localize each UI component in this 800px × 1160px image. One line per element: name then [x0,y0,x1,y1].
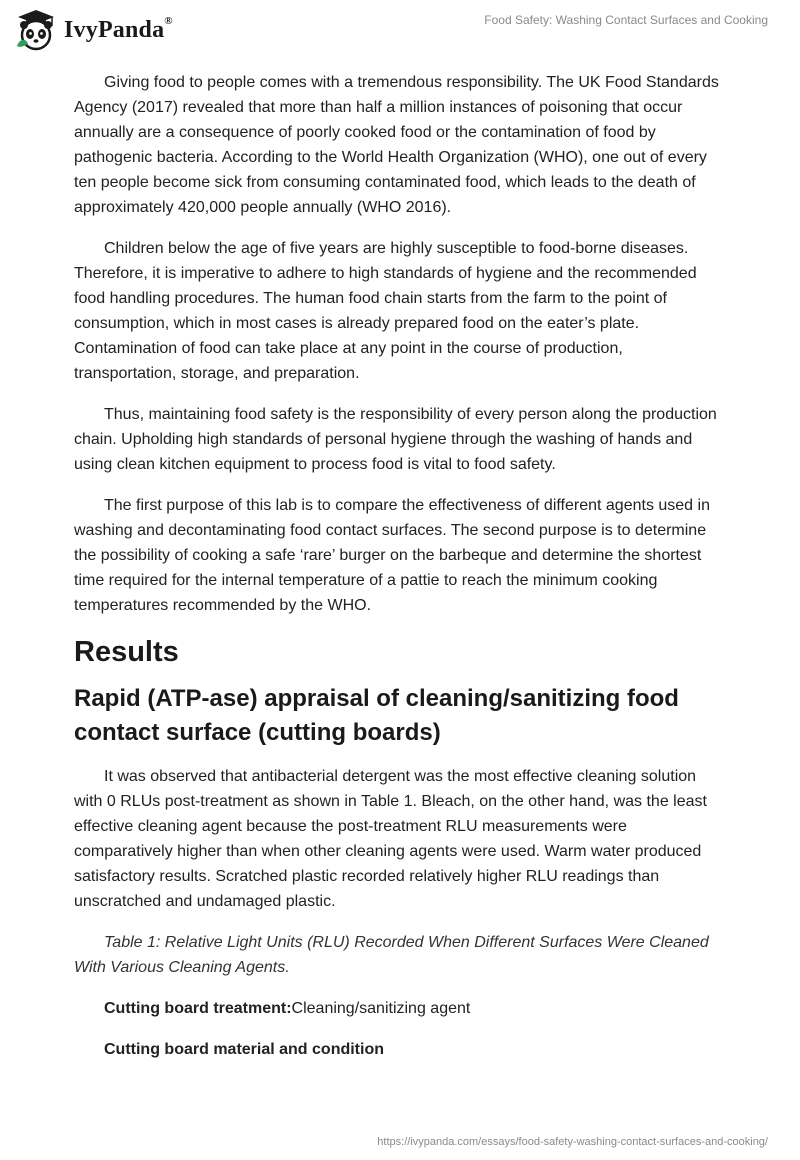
ivypanda-logo[interactable] [14,8,173,52]
field-value: Cleaning/sanitizing agent [291,1000,471,1017]
results-heading: Results [74,636,179,668]
subheading-rapid-appraisal: Rapid (ATP-ase) appraisal of cleaning/sanitizing food contact surface (cutting boards) [74,685,679,746]
logo-text: IvyPanda® [64,14,173,43]
paragraph-intro: Giving food to people comes with a tremendous responsibility. The UK Food Standards Agency (2017) revealed that more than half a million instances of poisoning that occur annually are a consequence of poorly cooked food or the contamination of food by pathogenic bacteria. According to the World Health Organization (WHO), one out of every ten people become sick from consuming contaminated food, which leads to the death of approximately 420,000 people annually (WHO 2016). [74,74,719,216]
field-label: Cutting board treatment: [104,1000,292,1017]
table-caption: Table 1: Relative Light Units (RLU) Recorded When Different Surfaces Were Cleaned With Various Cleaning Agents. [74,934,709,976]
paragraph-results: It was observed that antibacterial detergent was the most effective cleaning solution with 0 RLUs post-treatment as shown in Table 1. Bleach, on the other hand, was the least effective cleaning agent because the post-treatment RLU measurements were comparatively higher than when other cleaning agents were used. Warm water produced satisfactory results. Scratched plastic recorded relatively higher RLU readings than unscratched and undamaged plastic. [74,768,707,910]
paragraph-children: Children below the age of five years are highly susceptible to food-borne diseases. Therefore, it is imperative to adhere to high standards of hygiene and the recommended food handling procedures. The human food chain starts from the farm to the point of consumption, which in most cases is already prepared food on the eater’s plate. Contamination of food can take place at any point in the course of production, transportation, storage, and preparation. [74,240,697,382]
field-cutting-board-treatment [104,996,724,1021]
footer-url[interactable]: https://ivypanda.com/essays/food-safety-washing-contact-surfaces-and-cooking/ [377,1136,768,1148]
field-label: Cutting board material and condition [104,1041,384,1058]
paragraph-responsibility: Thus, maintaining food safety is the responsibility of every person along the production chain. Upholding high standards of personal hygiene through the washing of hands and using clean kitchen equipment to process food is vital to food safety. [74,406,717,473]
running-title: Food Safety: Washing Contact Surfaces and Cooking [484,13,768,27]
essay-content [74,70,724,1078]
panda-logo-icon [14,8,58,52]
page-header [0,0,800,60]
paragraph-purpose: The first purpose of this lab is to compare the effectiveness of different agents used in washing and decontaminating food contact surfaces. The second purpose is to determine the possibility of cooking a safe ‘rare’ burger on the barbeque and determine the shortest time required for the internal temperature of a pattie to reach the minimum cooking temperatures recommended by the WHO. [74,497,710,614]
field-cutting-board-material [104,1037,724,1062]
